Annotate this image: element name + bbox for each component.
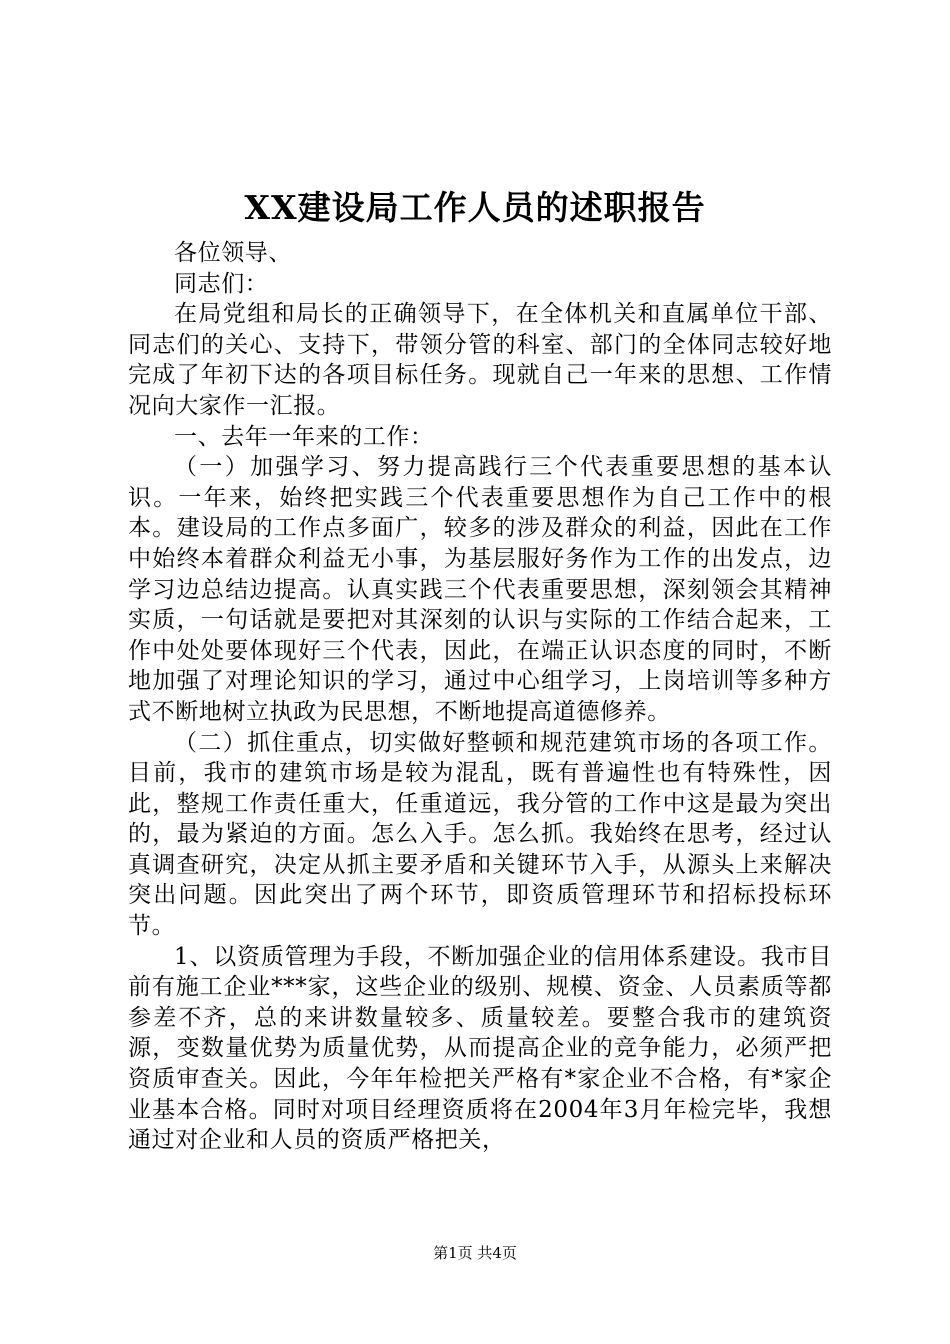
salutation-line-2: 同志们： (174, 270, 269, 297)
section-heading-1: 一、去年一年来的工作： (174, 423, 434, 450)
body-paragraph-study: （一）加强学习、努力提高践行三个代表重要思想的基本认识。一年来，始终把实践三个代表重要思想作为自己工作中的根本。建设局的工作点多面广，较多的涉及群众的利益，因此在工作中始终本着群众利益无小事，为基层服好务作为工作的出发点，边学习边总结边提高。认真实践三个代表重要思想，深刻领会其精神实质，一句话就是要把对其深刻的认识与实际的工作结合起来，工作中处处要体现好三个代表，因此，在端正认识态度的同时，不断地加强了对理论知识的学习，通过中心组学习，上岗培训等多种方式不断地树立执政为民思想，不断地提高道德修养。 (128, 454, 832, 725)
document-body (128, 238, 832, 1156)
body-paragraph-market: （二）抓住重点，切实做好整顿和规范建筑市场的各项工作。目前，我市的建筑市场是较为混乱，既有普遍性也有特殊性，因此，整规工作责任重大，任重道远，我分管的工作中这是最为突出的，最为紧迫的方面。怎么入手。怎么抓。我始终在思考，经过认真调查研究，决定从抓主要矛盾和关键环节入手，从源头上来解决突出问题。因此突出了两个环节，即资质管理环节和招标投标环节。 (128, 729, 832, 940)
document-title: XX建设局工作人员的述职报告 (244, 188, 706, 227)
page-footer: 第1页 共4页 (433, 1244, 517, 1262)
salutation-line-1: 各位领导、 (174, 240, 292, 266)
body-paragraph-qualification: 1、以资质管理为手段，不断加强企业的信用体系建设。我市目前有施工企业***家，这些企业的级别、规模、资金、人员素质等都参差不齐，总的来讲数量较多、质量较差。要整合我市的建筑资源，变数量优势为质量优势，从而提高企业的竞争能力，必须严把资质审查关。因此，今年年检把关严格有*家企业不合格，有*家企业基本合格。同时对项目经理资质将在2004年3月年检完毕，我想通过对企业和人员的资质严格把关， (128, 943, 832, 1154)
intro-paragraph: 在局党组和局长的正确领导下，在全体机关和直属单位干部、同志们的关心、支持下，带领分管的科室、部门的全体同志较好地完成了年初下达的各项目标任务。现就自己一年来的思想、工作情况向大家作一汇报。 (128, 301, 832, 419)
